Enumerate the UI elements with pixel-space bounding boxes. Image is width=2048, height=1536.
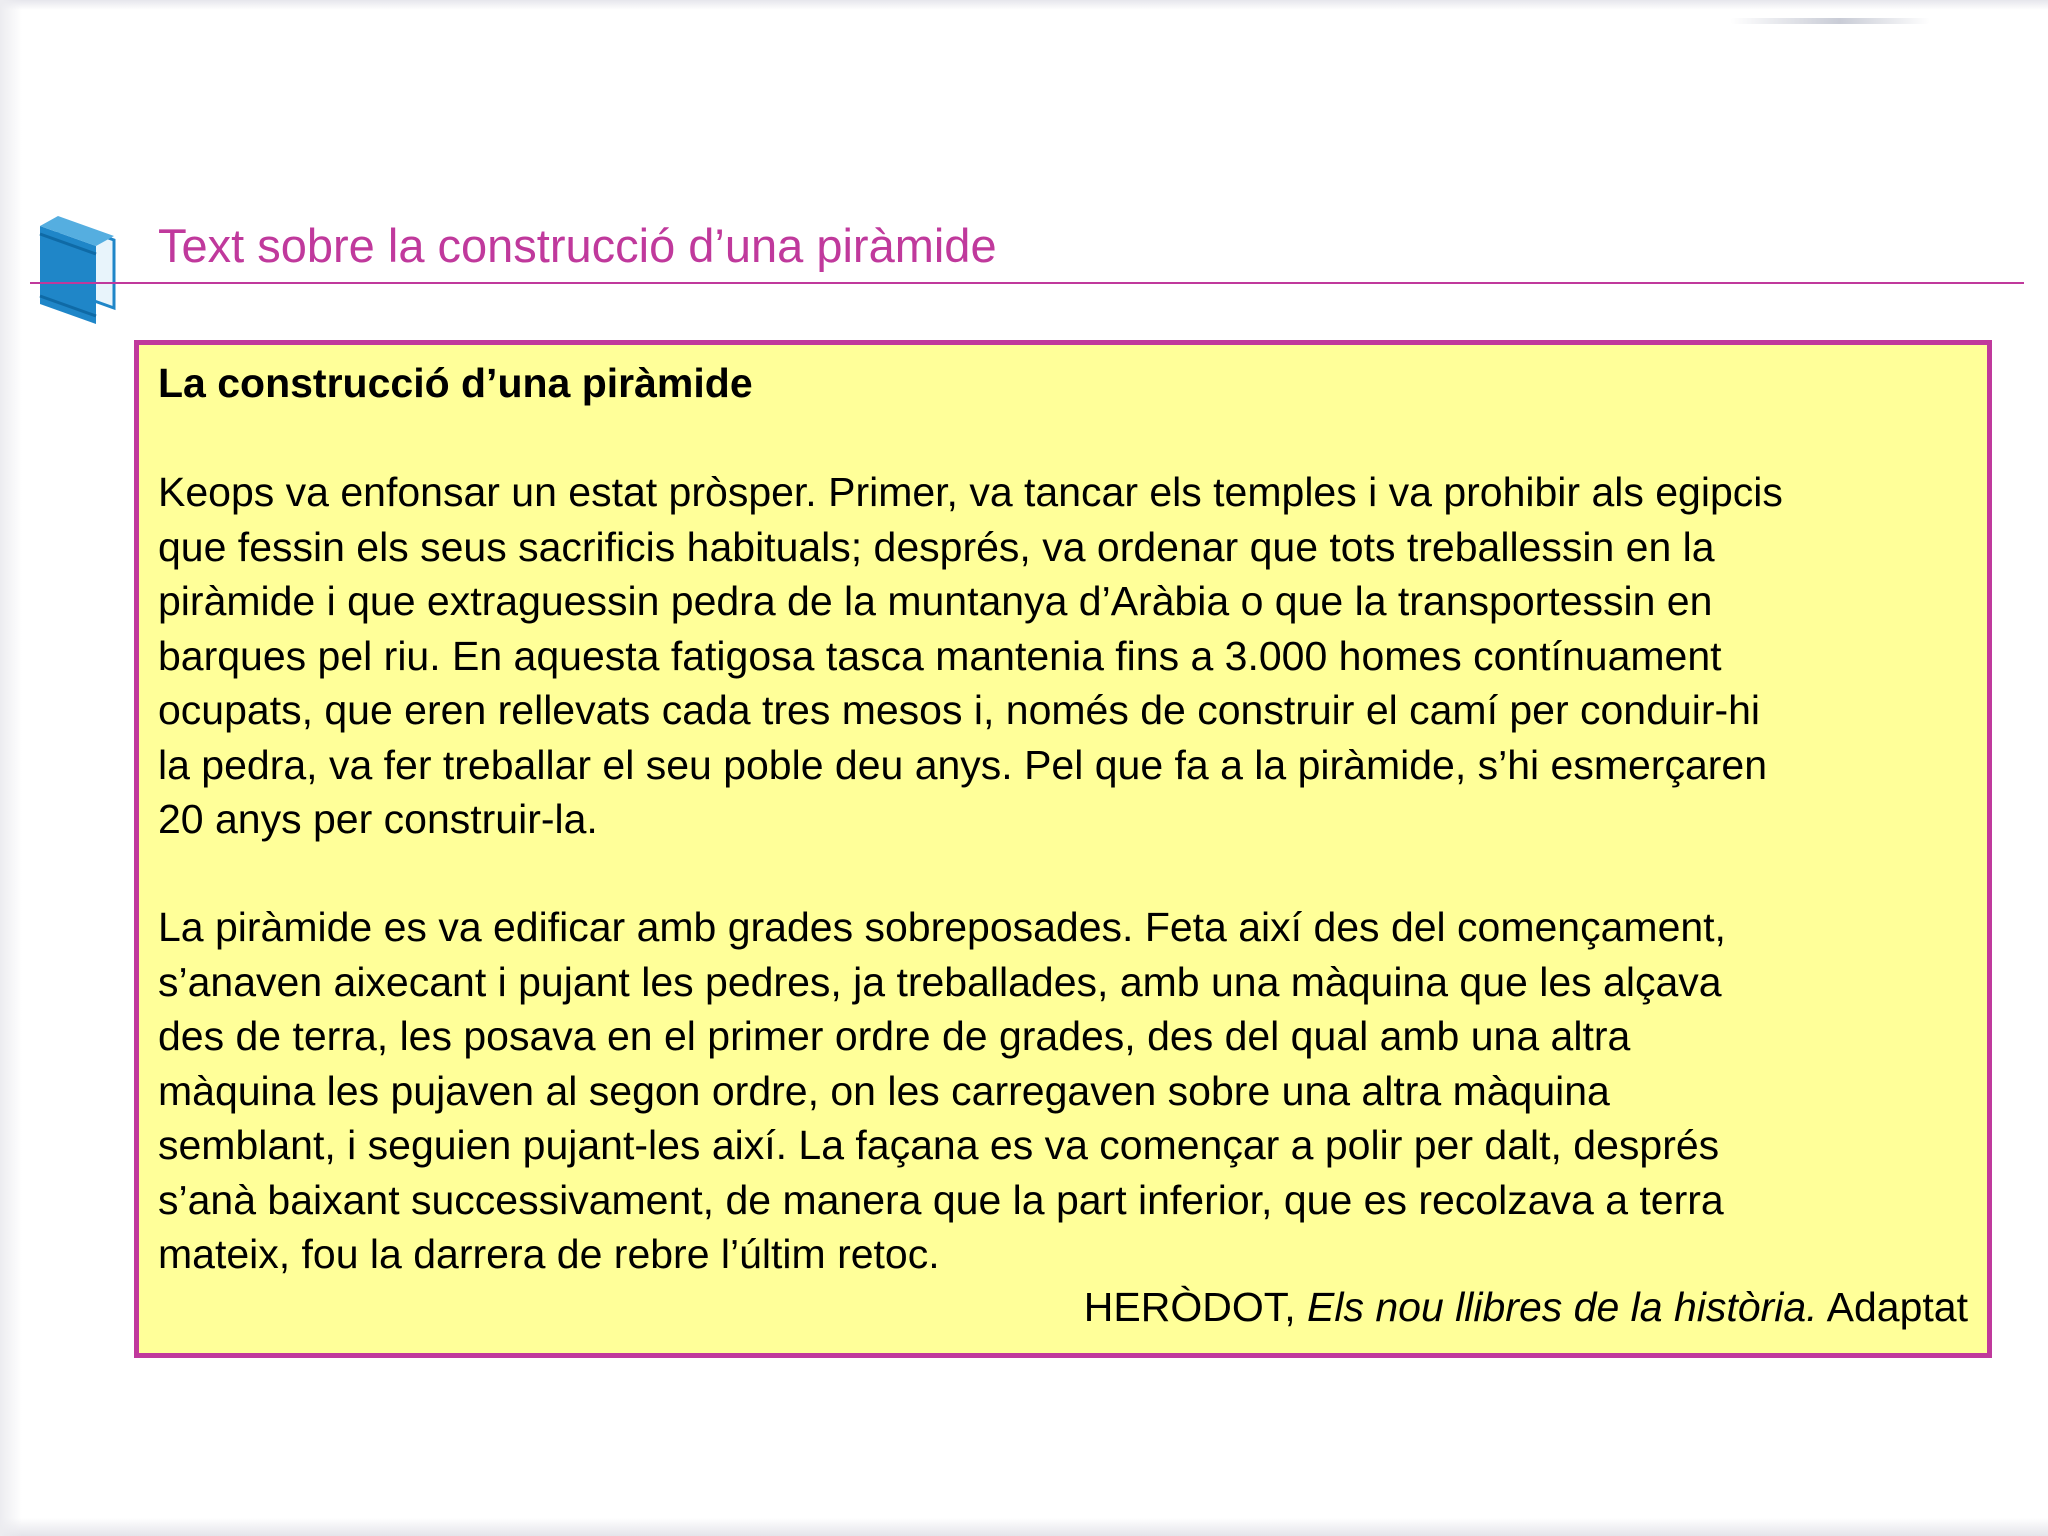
book-icon [36,210,118,330]
citation-author: HERÒDOT, [1083,1284,1296,1330]
text-line: semblant, i seguien pujant-les així. La façana es va començar a polir per dalt, després [158,1122,1720,1168]
text-line: mateix, fou la darrera de rebre l’últim retoc. [158,1231,940,1277]
paper-scratch-mark [1730,18,1930,24]
text-line: Keops va enfonsar un estat pròsper. Primer, va tancar els temples i va prohibir als egipcis [158,469,1783,515]
text-line: que fessin els seus sacrificis habituals; després, va ordenar que tots treballessin en la [158,523,1715,570]
paper-edge-top [0,0,2048,10]
title-divider [30,282,2024,284]
text-line: 20 anys per construir-la. [158,796,598,842]
citation [1084,1280,1968,1334]
text-line: des de terra, les posava en el primer ordre de grades, des del qual amb una altra [158,1013,1631,1059]
paragraph-1 [158,465,1783,847]
text-line: s’anà baixant successivament, de manera que la part inferior, que es recolzava a terra [158,1176,1724,1223]
text-line: s’anaven aixecant i pujant les pedres, ja treballades, amb una màquina que les alçava [158,958,1722,1005]
text-line: barques pel riu. En aquesta fatigosa tasca mantenia fins a 3.000 homes contínuament [158,632,1722,679]
text-line: màquina les pujaven al segon ordre, on les carregaven sobre una altra màquina [158,1067,1610,1114]
reading-heading: La construcció d’una piràmide [158,360,753,406]
text-line: piràmide i que extraguessin pedra de la muntanya d’Aràbia o que la transportessin en [158,578,1713,624]
paper-edge-left [0,0,22,1536]
paper-edge-bottom [0,1518,2048,1536]
paragraph-2 [158,900,1726,1282]
citation-work: Els nou llibres de la història. [1307,1284,1818,1330]
text-line: la pedra, va fer treballar el seu poble deu anys. Pel que fa a la piràmide, s’hi esmerçaren [158,741,1768,788]
section-title: Text sobre la construcció d’una piràmide [158,219,997,272]
text-line: La piràmide es va edificar amb grades sobreposades. Feta així des del començament, [158,904,1726,950]
text-line: ocupats, que eren rellevats cada tres mesos i, només de construir el camí per conduir-hi [158,687,1761,733]
citation-note: Adaptat [1826,1284,1968,1330]
